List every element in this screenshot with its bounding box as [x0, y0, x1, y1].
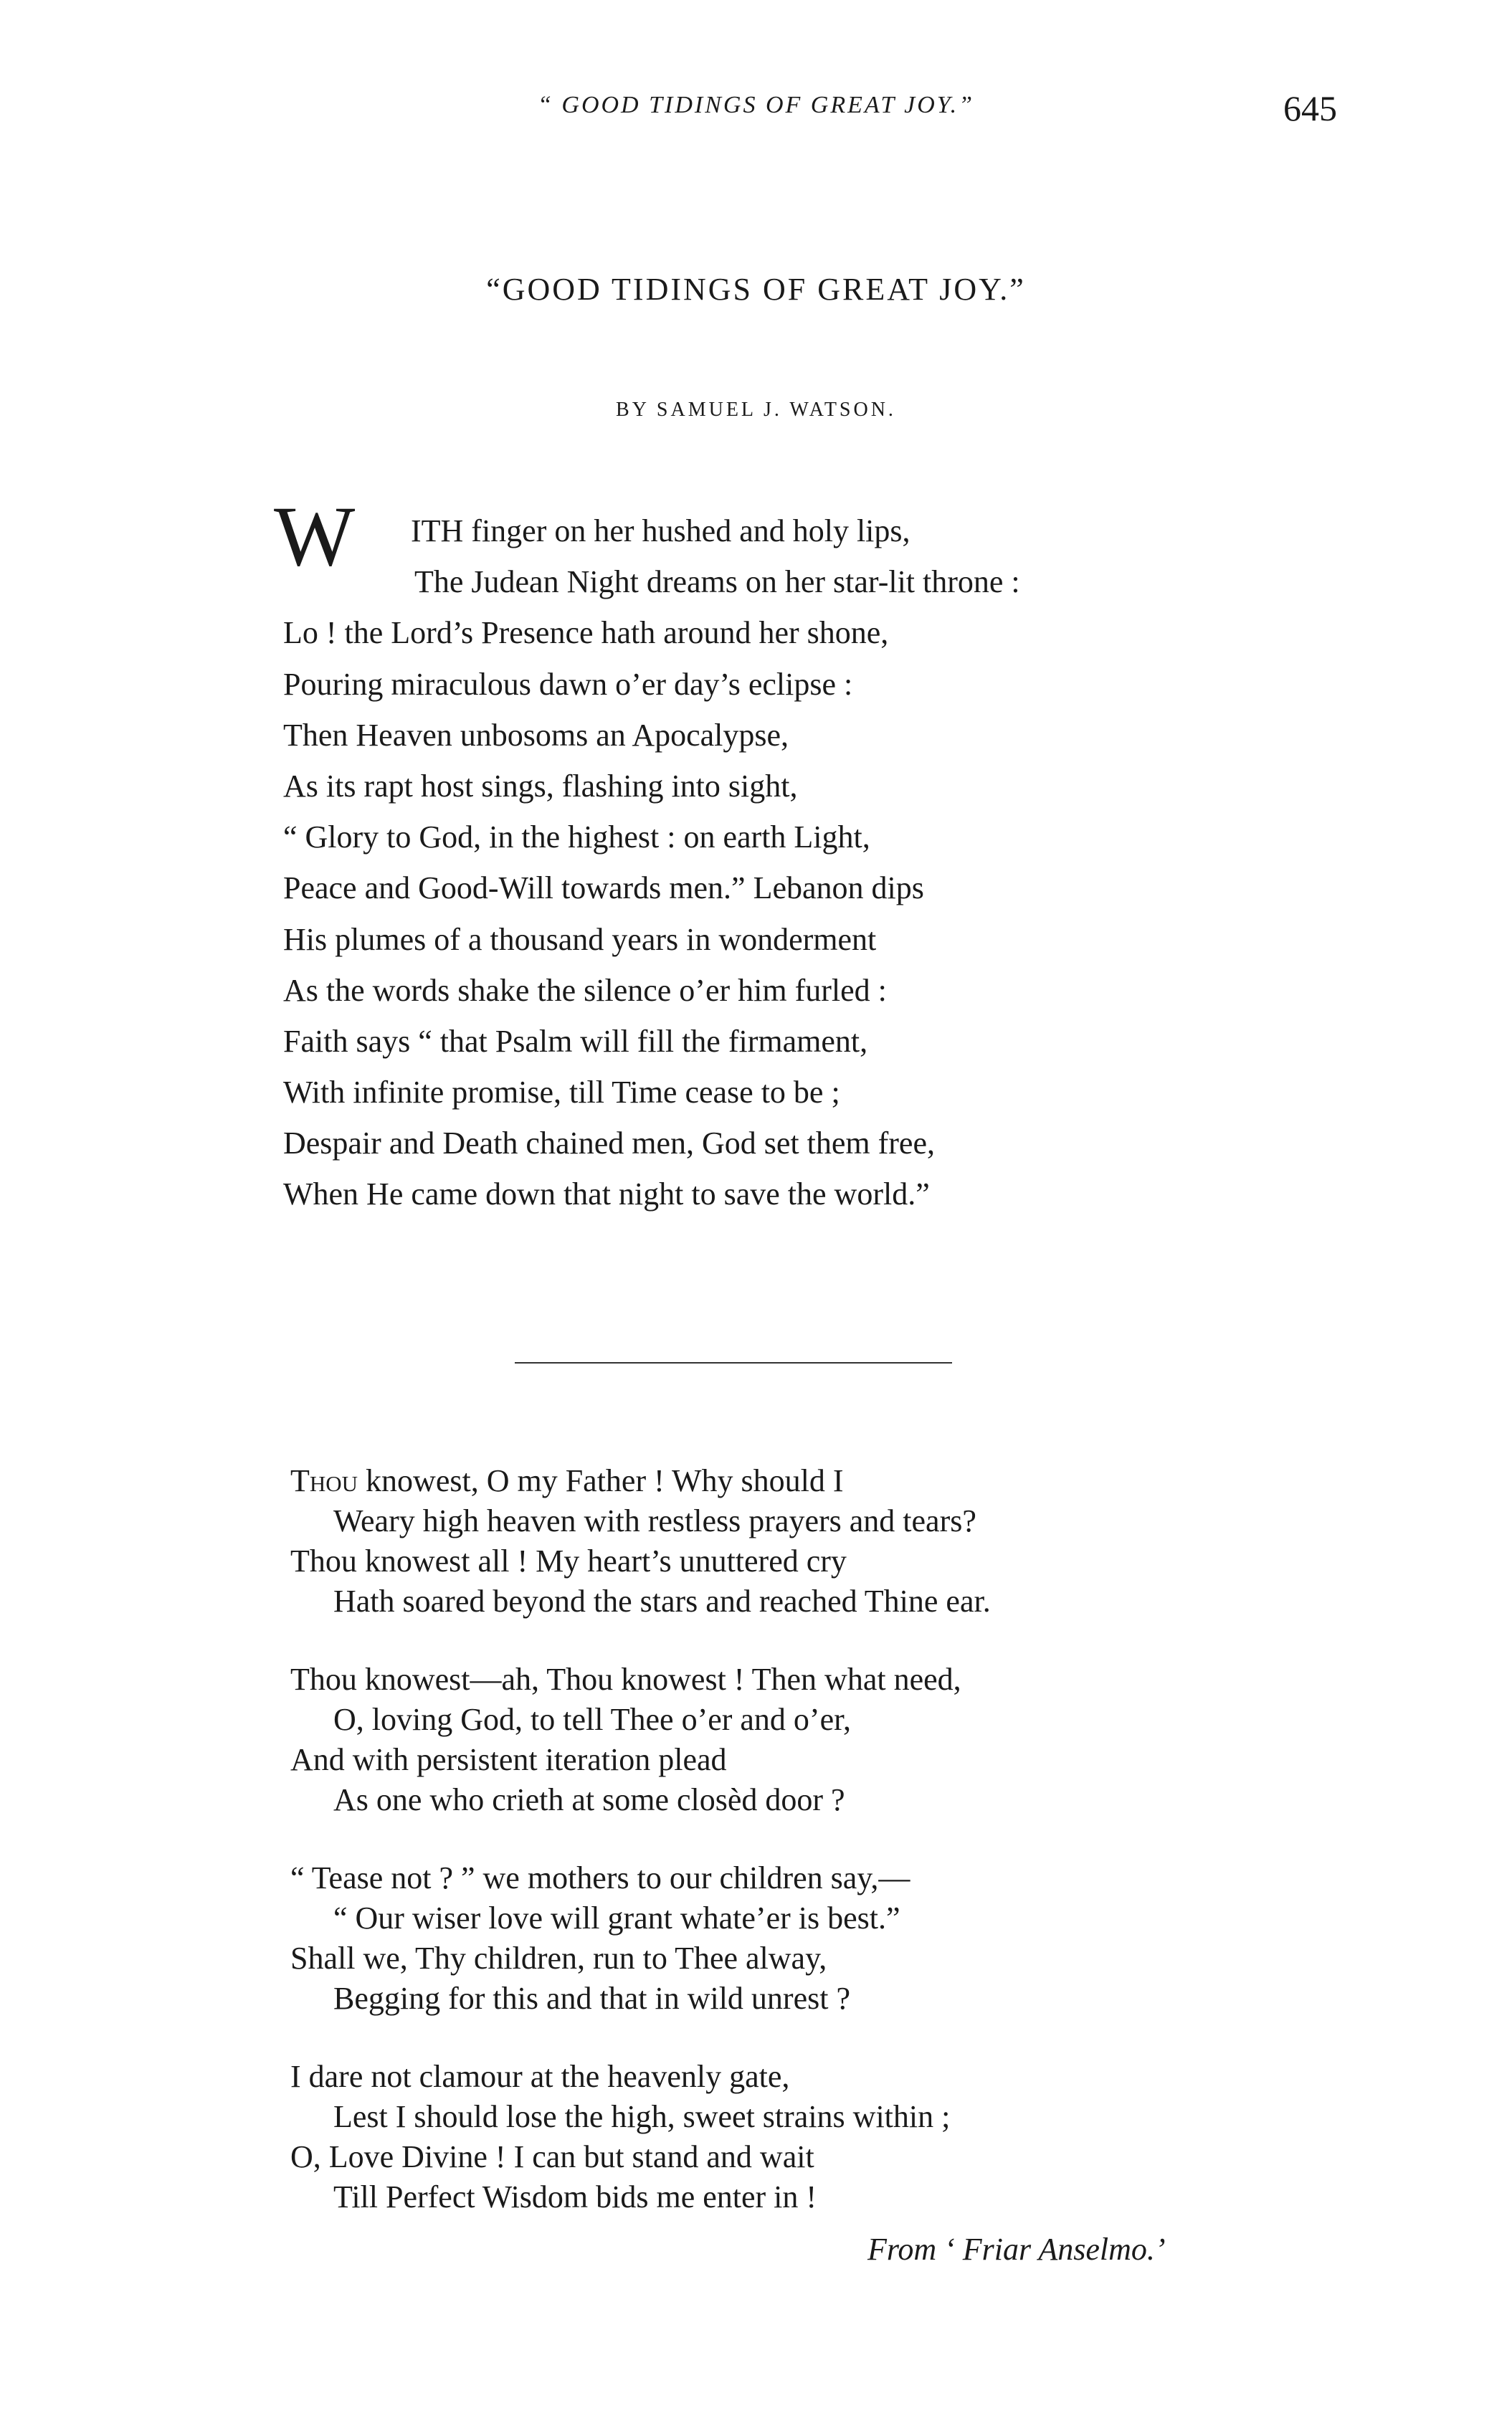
verse-line: Lo ! the Lord’s Presence hath around her shone,: [283, 615, 889, 651]
verse-line: O, Love Divine ! I can but stand and wait: [290, 2139, 814, 2174]
verse-line: His plumes of a thousand years in wonderment: [283, 921, 877, 957]
verse-line: As one who crieth at some closèd door ?: [333, 1782, 845, 1817]
verse-line: The Judean Night dreams on her star-lit throne :: [414, 564, 1020, 600]
verse-line-rest: knowest, O my Father ! Why should I: [358, 1463, 844, 1498]
running-head: “ GOOD TIDINGS OF GREAT JOY.”: [537, 92, 975, 118]
verse-line: [290, 1461, 991, 1501]
stanza-gap: [290, 1820, 991, 1858]
verse-line: Faith says “ that Psalm will fill the firmament,: [283, 1023, 868, 1059]
verse-line: Weary high heaven with restless prayers and tears?: [333, 1503, 976, 1538]
verse-line: Thou knowest—ah, Thou knowest ! Then what need,: [290, 1662, 961, 1697]
poem-title: “GOOD TIDINGS OF GREAT JOY.”: [486, 272, 1026, 307]
verse-line: Hath soared beyond the stars and reached Thine ear.: [333, 1584, 991, 1619]
small-caps-opening: Thou: [290, 1463, 358, 1498]
verse-line: Lest I should lose the high, sweet strains within ;: [333, 2099, 951, 2134]
verse-line: As the words shake the silence o’er him furled :: [283, 972, 887, 1008]
verse-line: Begging for this and that in wild unrest ?: [333, 1981, 850, 2016]
attribution: From ‘ Friar Anselmo.’: [867, 2232, 1166, 2267]
verse-line: Shall we, Thy children, run to Thee alway,: [290, 1941, 827, 1976]
page-number: 645: [1283, 88, 1337, 128]
verse-line: I dare not clamour at the heavenly gate,: [290, 2059, 790, 2094]
verse-line: As its rapt host sings, flashing into sight,: [283, 768, 798, 804]
drop-cap: W: [274, 488, 356, 584]
verse-line: “ Our wiser love will grant whate’er is best.”: [333, 1900, 900, 1936]
verse-line: Pouring miraculous dawn o’er day’s eclipse :: [283, 666, 853, 702]
verse-line: When He came down that night to save the world.”: [283, 1176, 930, 1212]
verse-line: Thou knowest all ! My heart’s unuttered cry: [290, 1543, 847, 1579]
verse-line: Despair and Death chained men, God set them free,: [283, 1126, 935, 1161]
sonnet: [283, 505, 1020, 1220]
section-divider: [515, 1362, 952, 1364]
stanza-gap: [290, 1622, 991, 1660]
verse-line: Then Heaven unbosoms an Apocalypse,: [283, 717, 789, 753]
verse-line: With infinite promise, till Time cease to be ;: [283, 1075, 840, 1110]
byline: BY SAMUEL J. WATSON.: [616, 399, 896, 421]
verse-line: “ Tease not ? ” we mothers to our children say,—: [290, 1860, 910, 1895]
verse-line: Till Perfect Wisdom bids me enter in !: [333, 2179, 817, 2214]
verse-line: ITH finger on her hushed and holy lips,: [411, 513, 910, 548]
second-poem: [290, 1461, 991, 2217]
verse-line: Peace and Good-Will towards men.” Lebanon dips: [283, 870, 924, 906]
verse-line: O, loving God, to tell Thee o’er and o’er,: [333, 1702, 852, 1737]
stanza-gap: [290, 2019, 991, 2057]
verse-line: And with persistent iteration plead: [290, 1742, 727, 1777]
verse-line: “ Glory to God, in the highest : on earth Light,: [283, 819, 870, 855]
